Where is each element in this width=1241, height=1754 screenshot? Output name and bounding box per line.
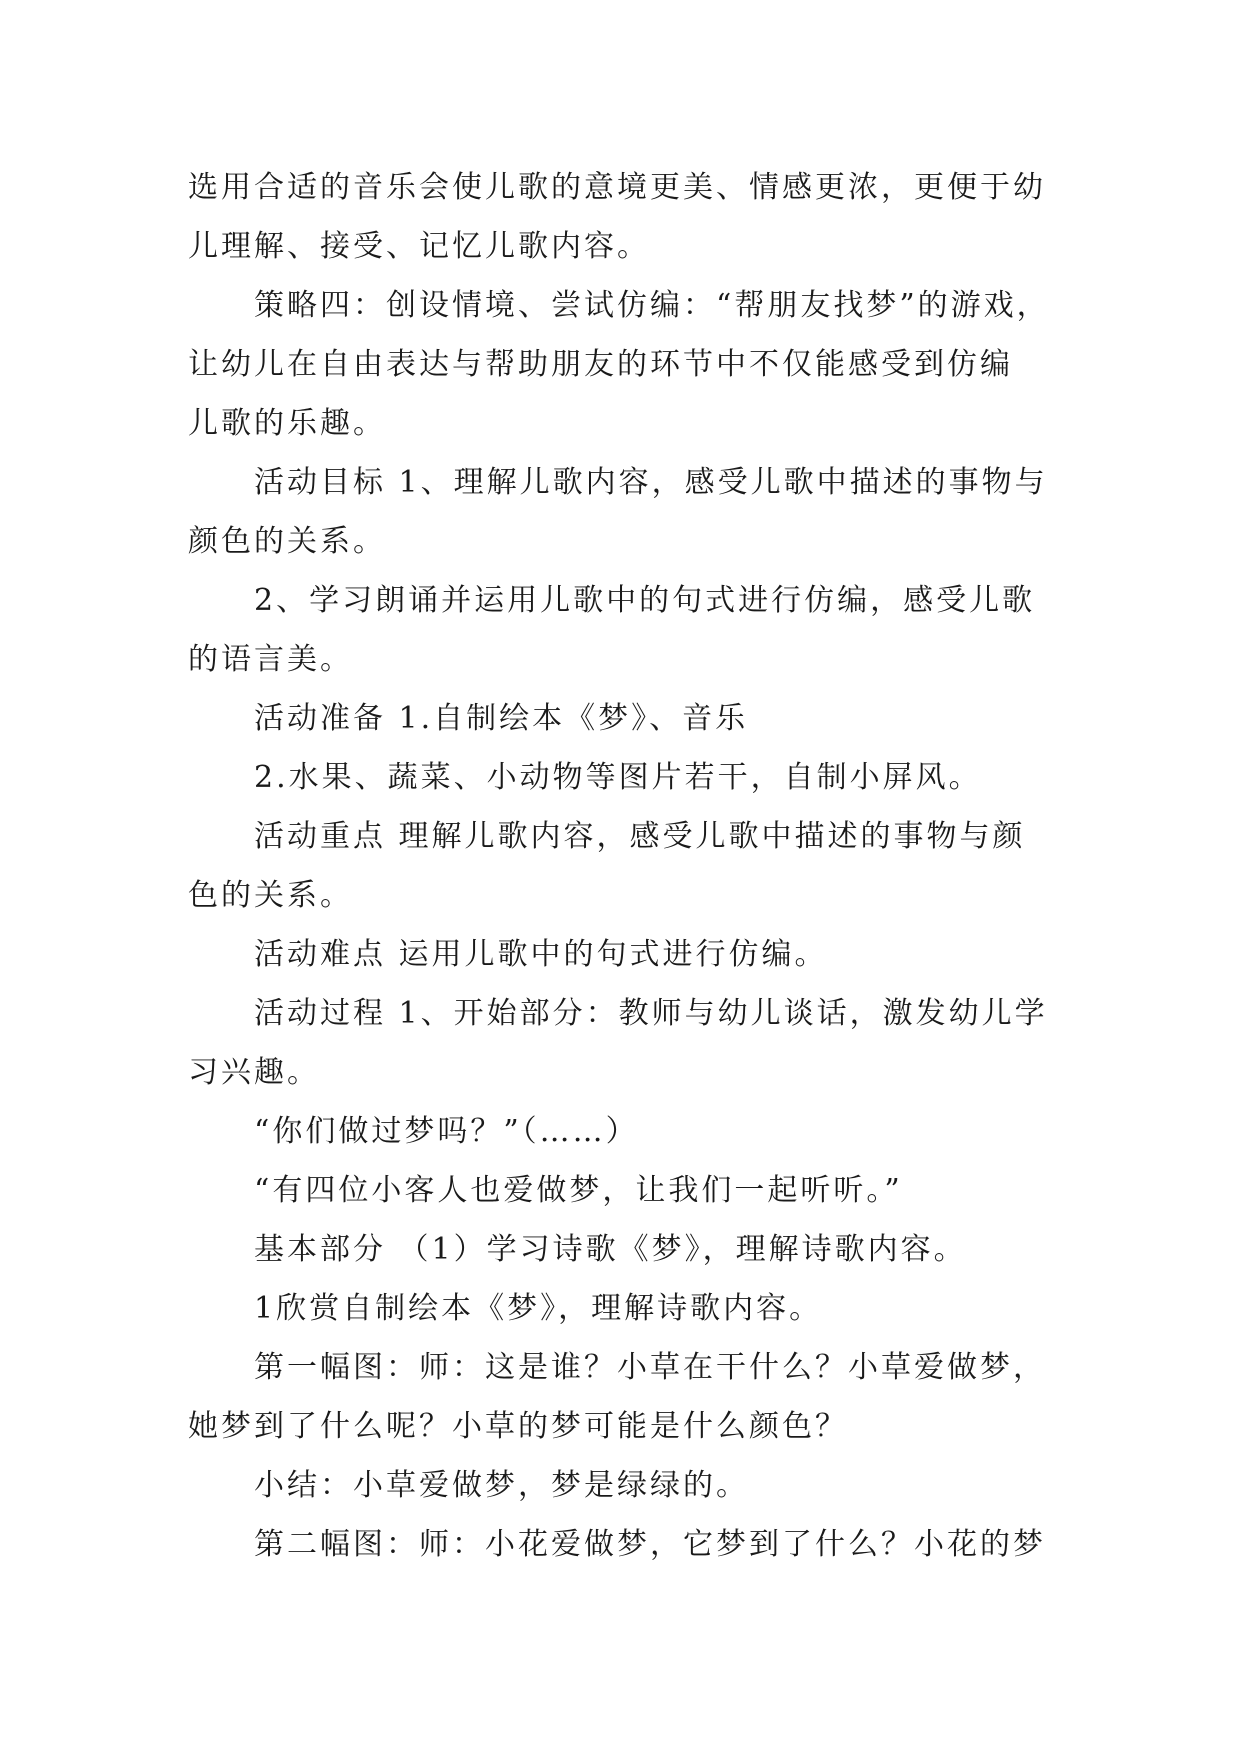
text-line: 活动过程 1、开始部分：教师与幼儿谈话，激发幼儿学 <box>254 996 1048 1031</box>
text-line: 色的关系。 <box>188 878 353 913</box>
text-line: 活动准备 1.自制绘本《梦》、音乐 <box>254 701 749 736</box>
text-line: 让幼儿在自由表达与帮助朋友的环节中不仅能感受到仿编 <box>188 347 1013 382</box>
text-line: “你们做过梦吗？”（……） <box>254 1114 639 1149</box>
text-line: 习兴趣。 <box>188 1055 320 1090</box>
text-line: 第二幅图：师：小花爱做梦，它梦到了什么？小花的梦 <box>254 1527 1046 1562</box>
text-line: 儿理解、接受、记忆儿歌内容。 <box>188 229 650 264</box>
text-line: 的语言美。 <box>188 642 353 677</box>
text-line: 活动重点 理解儿歌内容，感受儿歌中描述的事物与颜 <box>254 819 1026 854</box>
text-line: 第一幅图：师：这是谁？小草在干什么？小草爱做梦， <box>254 1350 1046 1385</box>
text-line: 小结：小草爱做梦，梦是绿绿的。 <box>254 1468 749 1503</box>
text-line: 策略四：创设情境、尝试仿编：“帮朋友找梦”的游戏， <box>254 288 1050 323</box>
text-line: “有四位小客人也爱做梦，让我们一起听听。” <box>254 1173 903 1208</box>
text-line: 她梦到了什么呢？小草的梦可能是什么颜色？ <box>188 1409 848 1444</box>
text-line: 基本部分 （1）学习诗歌《梦》，理解诗歌内容。 <box>254 1232 967 1267</box>
text-line: 颜色的关系。 <box>188 524 386 559</box>
text-line: 活动难点 运用儿歌中的句式进行仿编。 <box>254 937 828 972</box>
document-body <box>188 158 1058 1574</box>
text-line: 2、学习朗诵并运用儿歌中的句式进行仿编，感受儿歌 <box>254 583 1036 618</box>
text-line: 活动目标 1、理解儿歌内容，感受儿歌中描述的事物与 <box>254 465 1048 500</box>
text-line: 2.水果、蔬菜、小动物等图片若干，自制小屏风。 <box>254 760 982 795</box>
text-line: 选用合适的音乐会使儿歌的意境更美、情感更浓，更便于幼 <box>188 170 1046 205</box>
text-line: 儿歌的乐趣。 <box>188 406 386 441</box>
text-line: 1欣赏自制绘本《梦》，理解诗歌内容。 <box>254 1291 823 1326</box>
